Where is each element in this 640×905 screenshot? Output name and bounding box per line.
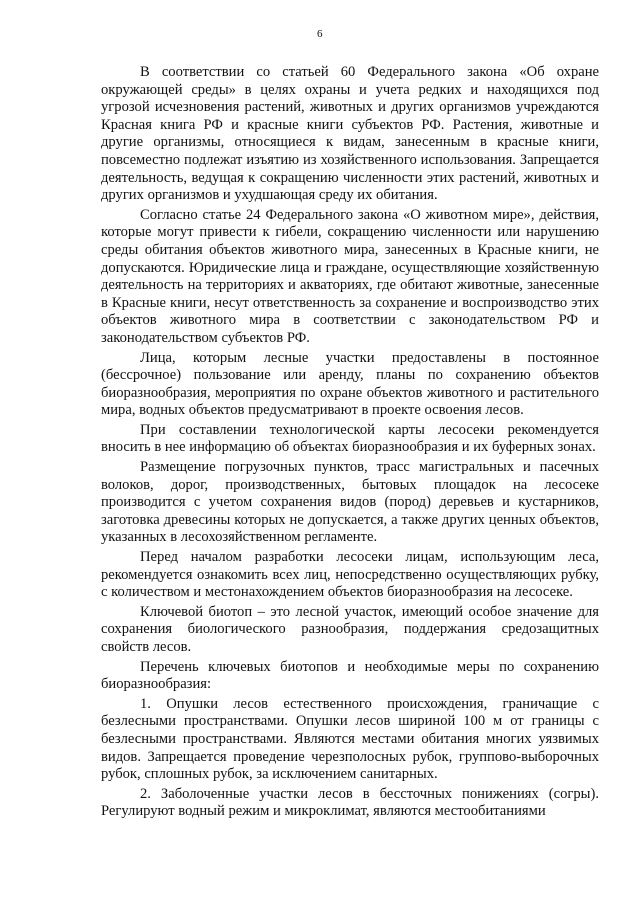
paragraph-7: Ключевой биотоп – это лесной участок, имеющий особое значение для сохранения биологического разнообразия, поддержания средозащитных свойств лесов. xyxy=(101,603,599,655)
paragraph-5: Размещение погрузочных пунктов, трасс магистральных и пасечных волоков, дорог, производственных, бытовых площадок на лесосеке производится с учетом сохранения видов (пород) деревьев и кустарников, заготовка древесины которых не допускается, а также других ценных объектов, указанных в лесохозяйственном регламенте. xyxy=(101,459,599,546)
paragraph-9: 1. Опушки лесов естественного происхождения, граничащие с безлесными пространствами. Опушки лесов шириной 100 м от границы с безлесными пространствами. Являются местами обитания многих уязвимых видов. Запрещается проведение черезполосных рубок, группово-выборочных рубок, сплошных рубок, за исключением санитарных. xyxy=(101,695,599,783)
paragraph-2: Согласно статье 24 Федерального закона «О животном мире», действия, которые могут привести к гибели, сокращению численности или нарушению среды обитания объектов животного мира, занесенных в Красные книги, не допускаются. Юридические лица и граждане, осуществляющие хозяйственную деятельность на территориях и акваториях, где обитают животные, занесенные в Красные книги, несут ответственность за сохранение и воспроизводство этих объектов животного мира в соответствии с законодательством РФ и законодательством субъектов РФ. xyxy=(101,206,599,346)
document-body xyxy=(101,64,599,821)
paragraph-3: Лица, которым лесные участки предоставлены в постоянное (бессрочное) пользование или аренду, планы по сохранению объектов биоразнообразия, мероприятия по охране объектов животного и растительного мира, водных объектов предусматривают в проекте освоения лесов. xyxy=(101,349,599,419)
page-number: 6 xyxy=(317,28,323,40)
paragraph-4: При составлении технологической карты лесосеки рекомендуется вносить в нее информацию об объектах биоразнообразия и их буферных зонах. xyxy=(101,421,599,456)
paragraph-1: В соответствии со статьей 60 Федерального закона «Об охране окружающей среды» в целях охраны и учета редких и находящихся под угрозой исчезновения растений, животных и других организмов учреждаются Красная книга РФ и красные книги субъектов РФ. Растения, животные и другие организмы, относящиеся к видам, занесенным в красные книги, повсеместно подлежат изъятию из хозяйственного использования. Запрещается деятельность, ведущая к сокращению численности этих растений, животных и других организмов и ухудшающая среду их обитания. xyxy=(101,64,599,204)
paragraph-10: 2. Заболоченные участки лесов в бессточных понижениях (согры). Регулируют водный режим и микроклимат, являются местообитаниями xyxy=(101,785,599,820)
paragraph-6: Перед началом разработки лесосеки лицам, использующим леса, рекомендуется ознакомить всех лиц, непосредственно осуществляющих рубку, с количеством и местонахождением объектов биоразнообразия на лесосеке. xyxy=(101,549,599,601)
paragraph-8: Перечень ключевых биотопов и необходимые меры по сохранению биоразнообразия: xyxy=(101,658,599,693)
